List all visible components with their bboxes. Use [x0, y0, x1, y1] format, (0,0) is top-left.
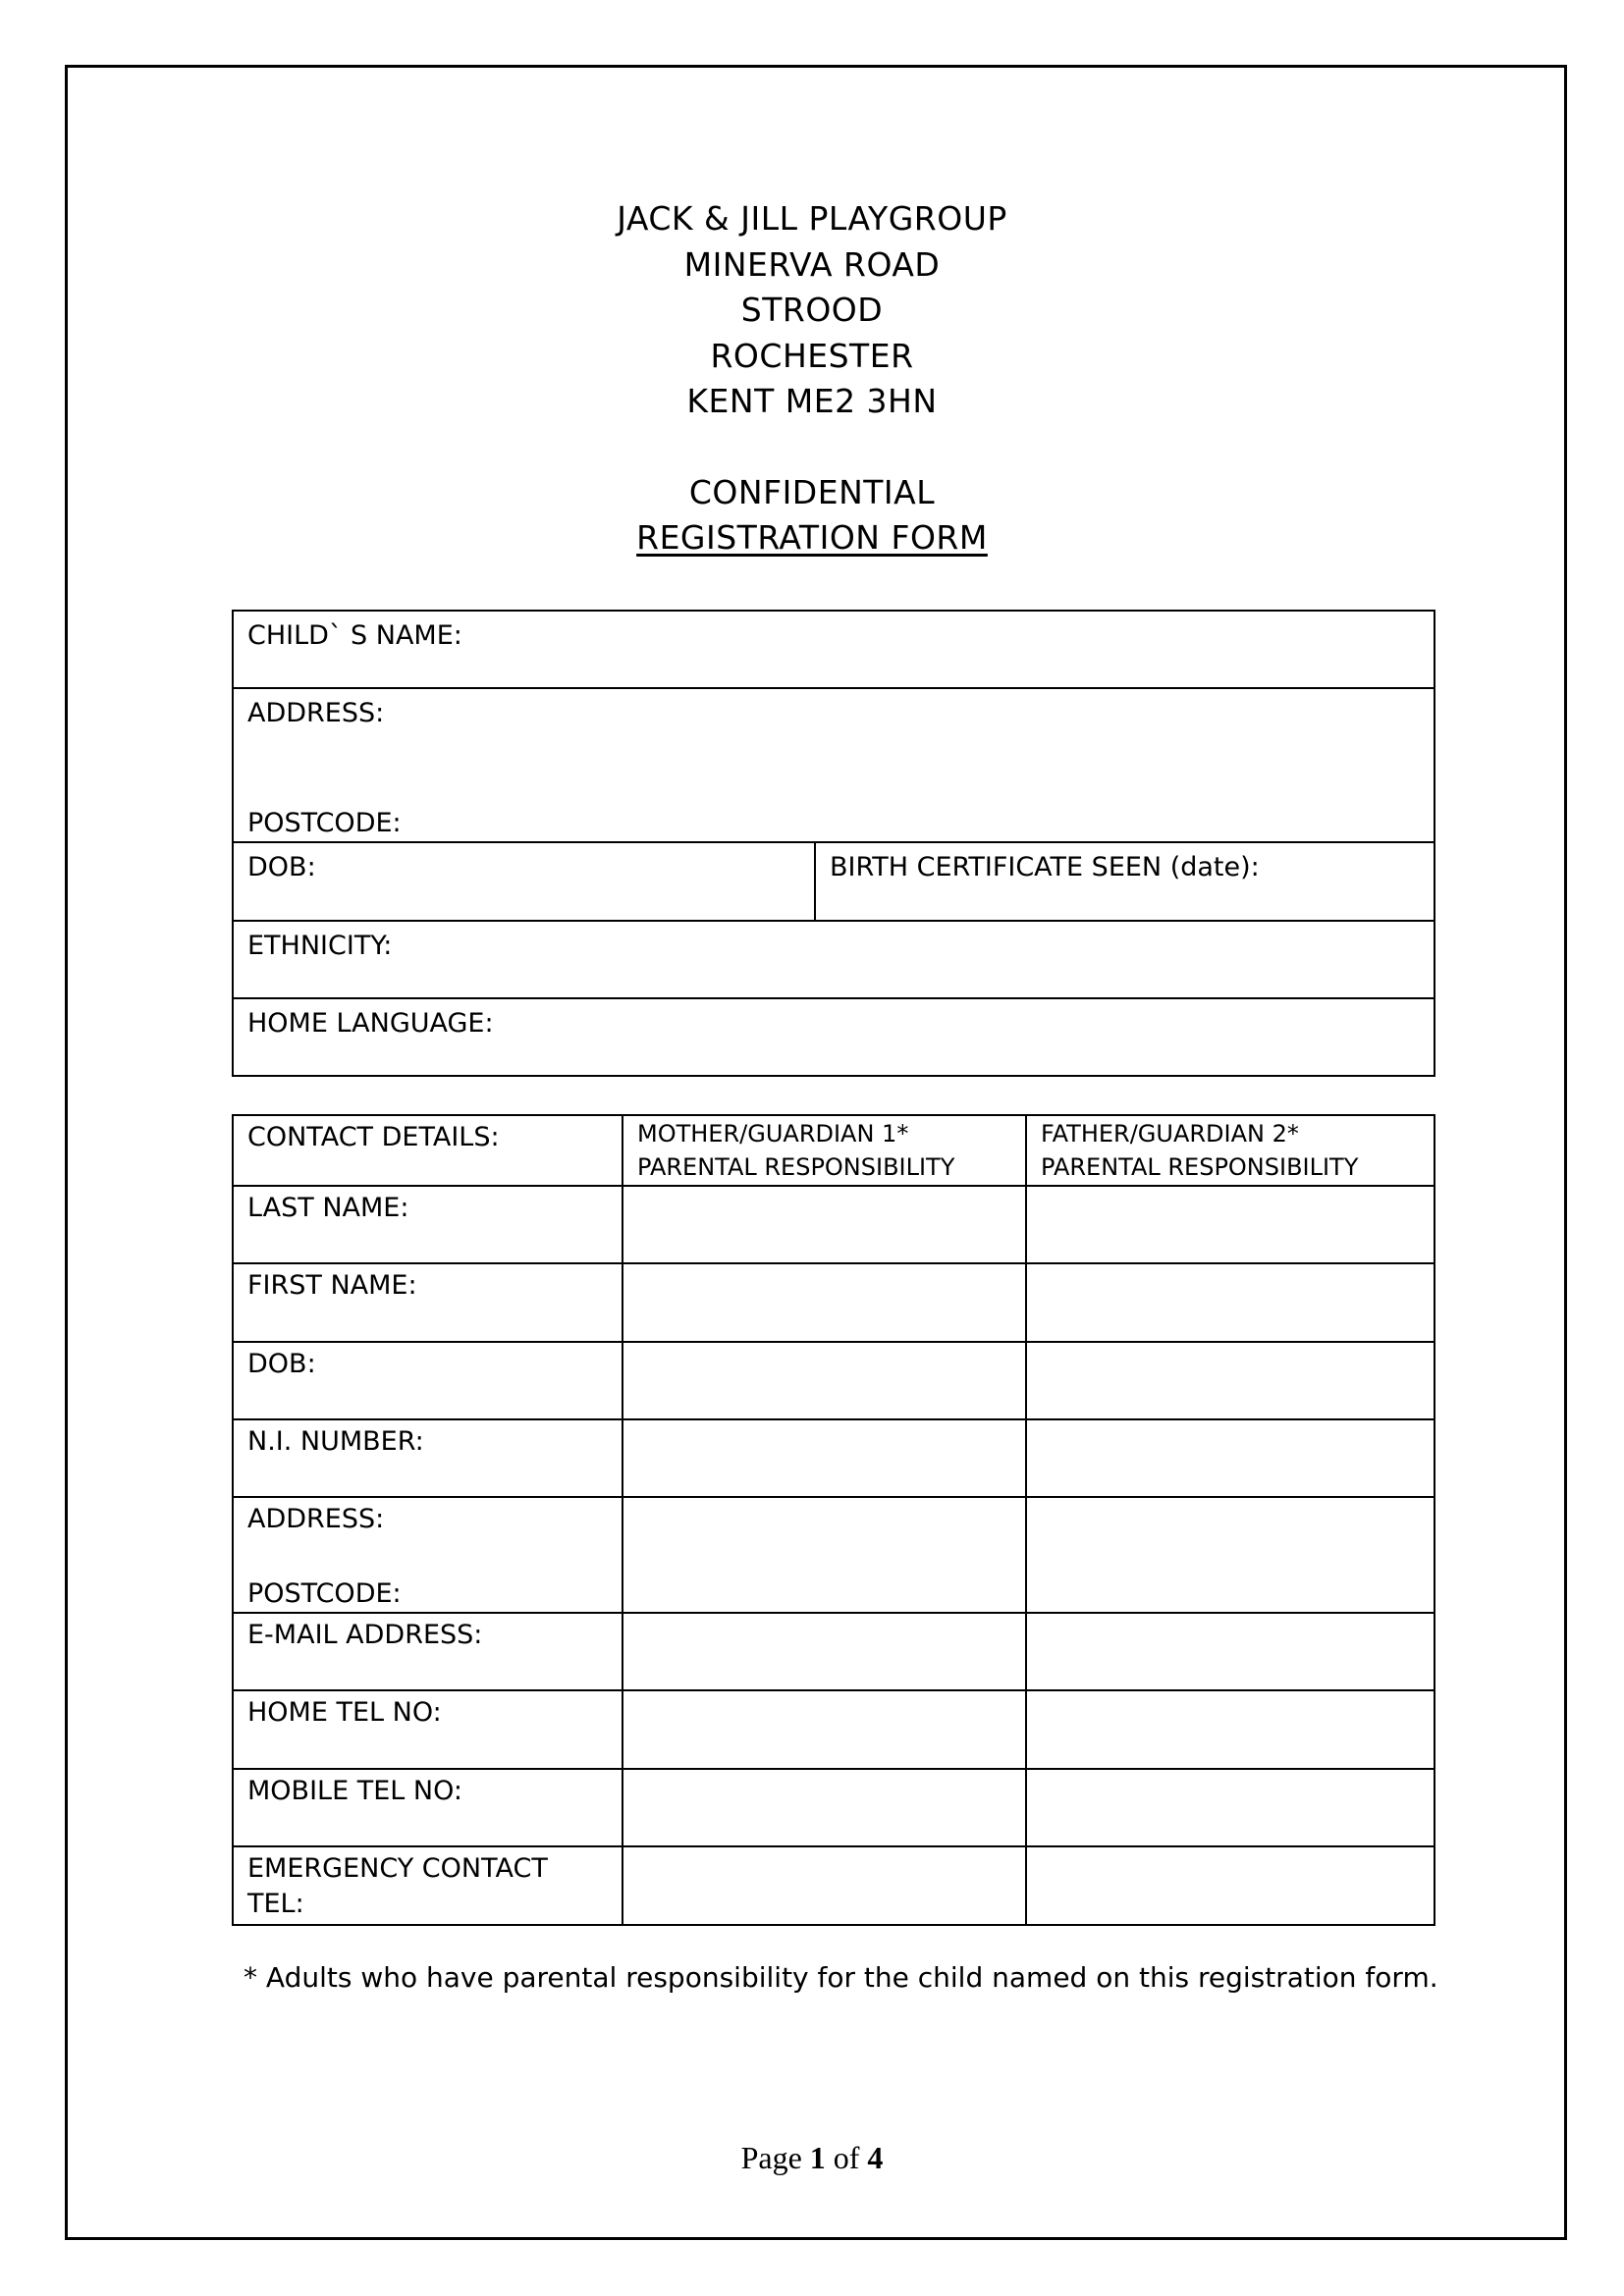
guardian-2-address-field[interactable]	[1026, 1497, 1435, 1613]
address-line-4: KENT ME2 3HN	[686, 382, 938, 420]
confidential-label: CONFIDENTIAL	[688, 472, 936, 511]
guardian-1-first-name-field[interactable]	[623, 1263, 1026, 1342]
address-line-1: MINERVA ROAD	[683, 244, 941, 284]
guardian-2-emergency-tel-field[interactable]	[1026, 1846, 1435, 1925]
address-line-2: STROOD	[740, 291, 884, 329]
last-name-label: LAST NAME:	[233, 1186, 623, 1263]
ethnicity-label: ETHNICITY:	[247, 931, 393, 961]
guardian-2-email-field[interactable]	[1026, 1613, 1435, 1690]
postcode-label: POSTCODE:	[247, 1578, 402, 1609]
email-label: E-MAIL ADDRESS:	[233, 1613, 623, 1690]
child-address-field[interactable]	[233, 688, 1435, 842]
guardian-1-mobile-tel-field[interactable]	[623, 1769, 1026, 1846]
child-postcode-label: POSTCODE:	[247, 808, 402, 838]
address-line-3: ROCHESTER	[710, 336, 914, 375]
form-title: REGISTRATION FORM	[636, 518, 988, 557]
birth-certificate-field[interactable]	[815, 842, 1435, 921]
total-pages: 4	[867, 2140, 884, 2175]
emergency-contact-label: EMERGENCY CONTACT TEL:	[233, 1846, 623, 1925]
child-name-field[interactable]	[233, 611, 1435, 688]
guardian-1-header: MOTHER/GUARDIAN 1* PARENTAL RESPONSIBILITY	[623, 1115, 1026, 1186]
guardian-2-ni-number-field[interactable]	[1026, 1419, 1435, 1497]
page-number: Page 1 of 4	[740, 2140, 884, 2175]
form-header	[0, 196, 1624, 561]
guardian-1-last-name-field[interactable]	[623, 1186, 1026, 1263]
dob-label: DOB:	[233, 1342, 623, 1419]
child-name-label: CHILD` S NAME:	[247, 620, 462, 651]
home-language-label: HOME LANGUAGE:	[247, 1008, 494, 1039]
guardian-1-home-tel-field[interactable]	[623, 1690, 1026, 1769]
birth-certificate-label: BIRTH CERTIFICATE SEEN (date):	[830, 852, 1260, 882]
guardian-1-emergency-tel-field[interactable]	[623, 1846, 1026, 1925]
guardian-2-first-name-field[interactable]	[1026, 1263, 1435, 1342]
mobile-tel-label: MOBILE TEL NO:	[233, 1769, 623, 1846]
guardian-1-dob-field[interactable]	[623, 1342, 1026, 1419]
org-name: JACK & JILL PLAYGROUP	[617, 199, 1007, 238]
child-address-label: ADDRESS:	[247, 698, 385, 728]
guardian-1-ni-number-field[interactable]	[623, 1419, 1026, 1497]
guardian-1-address-field[interactable]	[623, 1497, 1026, 1613]
child-details-table	[232, 610, 1435, 1077]
current-page: 1	[809, 2140, 826, 2175]
home-language-field[interactable]	[233, 998, 1435, 1076]
home-tel-label: HOME TEL NO:	[233, 1690, 623, 1769]
guardian-2-last-name-field[interactable]	[1026, 1186, 1435, 1263]
guardian-2-mobile-tel-field[interactable]	[1026, 1769, 1435, 1846]
child-dob-label: DOB:	[247, 852, 316, 882]
address-label: ADDRESS: POSTCODE:	[233, 1497, 623, 1613]
guardian-2-dob-field[interactable]	[1026, 1342, 1435, 1419]
guardian-2-home-tel-field[interactable]	[1026, 1690, 1435, 1769]
contact-details-header: CONTACT DETAILS:	[233, 1115, 623, 1186]
parental-responsibility-footnote: * Adults who have parental responsibility for the child named on this registration form.	[244, 1961, 1438, 1994]
ni-number-label: N.I. NUMBER:	[233, 1419, 623, 1497]
child-dob-field[interactable]	[233, 842, 815, 921]
contact-details-table	[232, 1114, 1435, 1926]
guardian-1-email-field[interactable]	[623, 1613, 1026, 1690]
ethnicity-field[interactable]	[233, 921, 1435, 998]
guardian-2-header: FATHER/GUARDIAN 2* PARENTAL RESPONSIBILITY	[1026, 1115, 1435, 1186]
first-name-label: FIRST NAME:	[233, 1263, 623, 1342]
